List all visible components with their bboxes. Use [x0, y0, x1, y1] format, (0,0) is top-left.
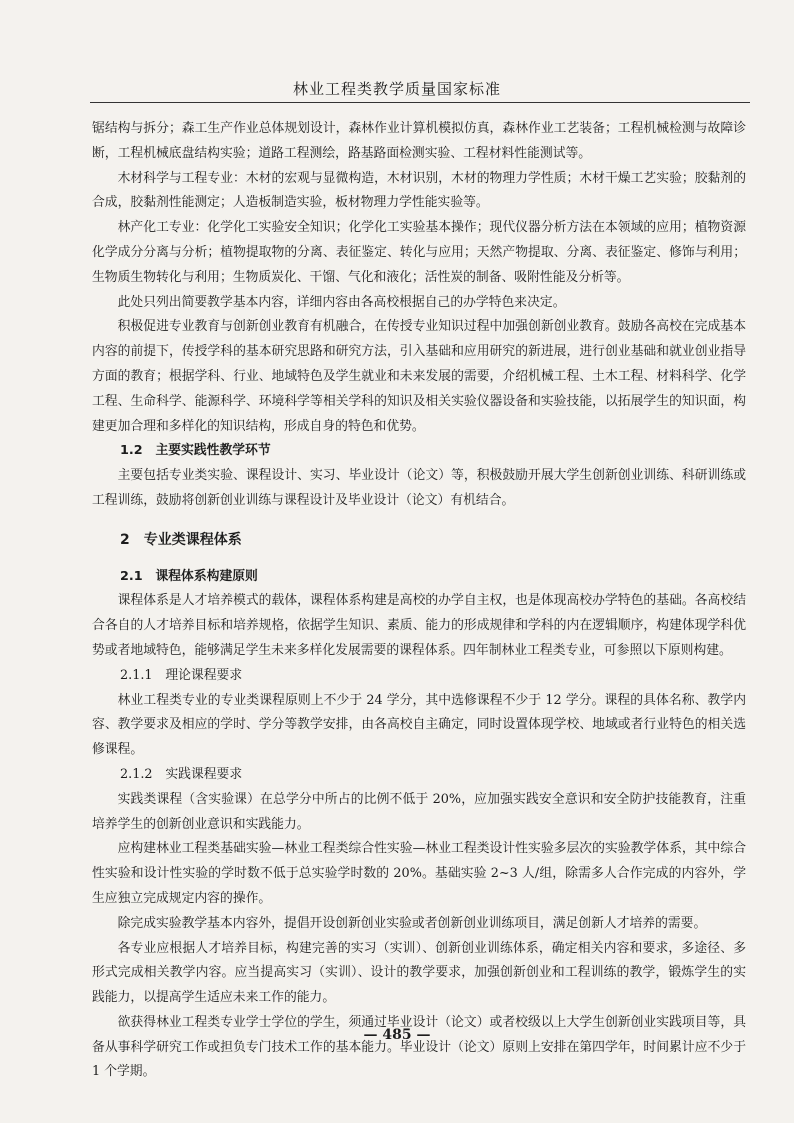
- section-heading-2: 2 专业类课程体系: [120, 531, 242, 548]
- paragraph: 实践类课程（含实验课）在总学分中所占的比例不低于 20%，应加强实践安全意识和安全防护技能教育，注重培养学生的创新创业意识和实践能力。: [92, 791, 746, 832]
- section-heading-2-1: 2.1 课程体系构建原则: [120, 568, 258, 584]
- paragraph: 除完成实验教学基本内容外，提倡开设创新创业实验或者创新创业训练项目，满足创新人才培养的需要。: [117, 915, 707, 931]
- paragraph: 欲获得林业工程类专业学士学位的学生，须通过毕业设计（论文）或者校级以上大学生创新创业实践项目等，具备从事科学研究工作或担负专门技术工作的基本能力。毕业设计（论文）原则上安排在第四学年，时间累计应不少于 1 个学期。: [92, 1014, 746, 1080]
- paragraph: 此处只列出简要教学基本内容，详细内容由各高校根据自己的办学特色来决定。: [117, 294, 566, 310]
- section-heading-1-2: 1.2 主要实践性教学环节: [120, 443, 271, 459]
- paragraph: 锯结构与拆分；森工生产作业总体规划设计，森林作业计算机模拟仿真，森林作业工艺装备；工程机械检测与故障诊断，工程机械底盘结构实验；道路工程测绘，路基路面检测实验、工程材料性能测试等。: [92, 121, 746, 161]
- running-header-title: 林业工程类教学质量国家标准: [292, 80, 501, 98]
- paragraph: 木材科学与工程专业：木材的宏观与显微构造，木材识别，木材的物理力学性质；木材干燥工艺实验；胶黏剂的合成，胶黏剂性能测定；人造板制造实验，板材物理力学性能实验等。: [92, 170, 746, 211]
- paragraph: 应构建林业工程类基础实验—林业工程类综合性实验—林业工程类设计性实验多层次的实验教学体系，其中综合性实验和设计性实验的学时数不低于总实验学时数的 20%。基础实验 2~3 人/组，除需多人合作完成的内容外，学生应独立完成规定内容的操作。: [92, 841, 746, 906]
- paragraph: 各专业应根据人才培养目标，构建完善的实习（实训）、创新创业训练体系，确定相关内容和要求，多途径、多形式完成相关教学内容。应当提高实习（实训）、设计的教学要求，加强创新创业和工程训练的教学，锻炼学生的实践能力，以提高学生适应未来工作的能力。: [92, 940, 746, 1006]
- paragraph: 主要包括专业类实验、课程设计、实习、毕业设计（论文）等，积极鼓励开展大学生创新创业训练、科研训练或工程训练，鼓励将创新创业训练与课程设计及毕业设计（论文）有机结合。: [92, 468, 746, 508]
- section-heading-2-1-1: 2.1.1 理论课程要求: [120, 667, 243, 683]
- section-heading-2-1-2: 2.1.2 实践课程要求: [120, 766, 243, 782]
- page-number: — 485 —: [363, 1027, 431, 1043]
- body-text: [92, 117, 746, 1085]
- paragraph: 课程体系是人才培养模式的载体，课程体系构建是高校的办学自主权，也是体现高校办学特色的基础。各高校结合各自的人才培养目标和培养规格，依据学生知识、素质、能力的形成规律和学科的内在逻辑顺序，构建体现学科优势或者地域特色，能够满足学生未来多样化发展需要的课程体系。四年制林业工程类专业，可参照以下原则构建。: [92, 593, 746, 658]
- paragraph: 林产化工专业：化学化工实验安全知识；化学化工实验基本操作；现代仪器分析方法在本领域的应用；植物资源化学成分分离与分析；植物提取物的分离、表征鉴定、转化与应用；天然产物提取、分离、表征鉴定、修饰与利用；生物质生物转化与利用；生物质炭化、干馏、气化和液化；活性炭的制备、吸附性能及分析等。: [92, 220, 746, 285]
- paragraph: 积极促进专业教育与创新创业教育有机融合，在传授专业知识过程中加强创新创业教育。鼓励各高校在完成基本内容的前提下，传授学科的基本研究思路和研究方法，引入基础和应用研究的新进展，进行创业基础和就业创业指导方面的教育；根据学科、行业、地域特色及学生就业和未来发展的需要，介绍机械工程、土木工程、材料科学、化学工程、生命科学、能源科学、环境科学等相关学科的知识及相关实验仪器设备和实验技能，以拓展学生的知识面，构建更加合理和多样化的知识结构，形成自身的特色和优势。: [92, 319, 746, 434]
- header-rule: [90, 102, 750, 103]
- paragraph: 林业工程类专业的专业类课程原则上不少于 24 学分，其中选修课程不少于 12 学分。课程的具体名称、教学内容、教学要求及相应的学时、学分等教学安排，由各高校自主确定，同时设置体现学校、地域或者行业特色的相关选修课程。: [92, 692, 746, 758]
